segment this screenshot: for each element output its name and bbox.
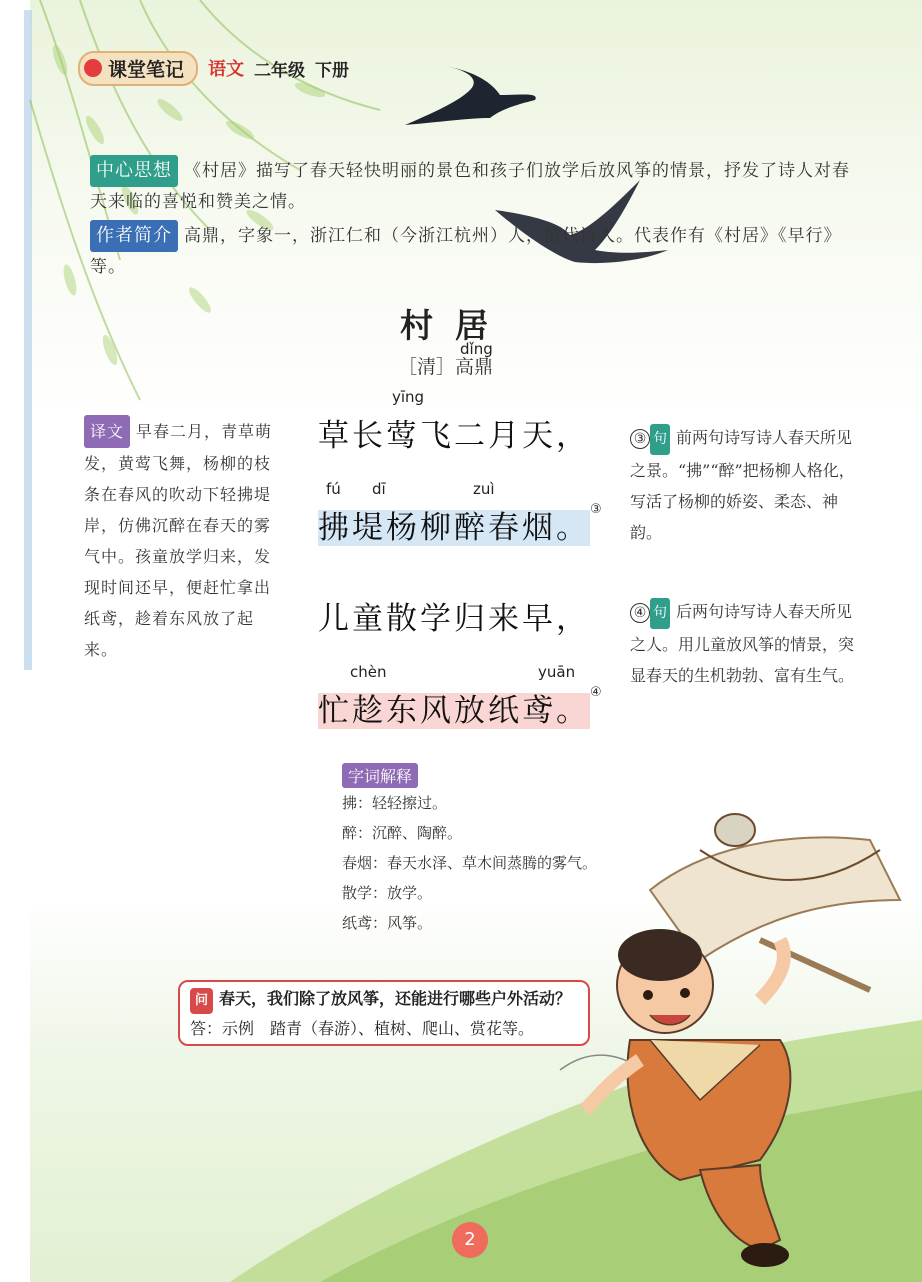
logo-text: 课堂笔记: [108, 58, 185, 81]
poem-title: 村居: [400, 306, 510, 345]
vocab-item: 春烟：春天水泽、草木间蒸腾的雾气。: [342, 854, 598, 872]
vocabulary-tag: 字词解释: [342, 763, 418, 788]
brand-logo: [78, 51, 198, 86]
pinyin-ying: yīng: [392, 388, 425, 406]
note-number-4: ④: [630, 603, 650, 623]
pinyin-yuan: yuān: [538, 663, 576, 681]
poem-line-4-text: 忙趁东风放纸鸢。: [318, 693, 590, 729]
pinyin-zui: zuì: [473, 480, 495, 498]
subject-label: 语文: [208, 59, 245, 80]
translation-block: [84, 415, 280, 665]
note-label-4: 句: [650, 598, 670, 629]
vocab-item: 拂：轻轻擦过。: [342, 794, 448, 812]
theme-tag: 中心思想: [90, 155, 178, 187]
translation-text: 早春二月，青草萌发，黄莺飞舞，杨柳的枝条在春风的吹动下轻拂堤岸，仿佛沉醉在春天的雾气中。孩童放学归来，发现时间还早，便赶忙拿出纸鸢，趁着东风放了起来。: [84, 422, 273, 659]
vocab-item: 散学：放学。: [342, 884, 433, 902]
theme-section: [90, 155, 850, 217]
note-label-3: 句: [650, 424, 670, 455]
note-text-3: 前两句诗写诗人春天所见之景。“拂”“醉”把杨柳人格化，写活了杨柳的娇姿、柔态、神韵。: [630, 428, 855, 542]
author-text: 高鼎，字象一，浙江仁和（今浙江杭州）人，清代诗人。代表作有《村居》《早行》等。: [90, 226, 842, 277]
header: [78, 52, 349, 84]
translation-tag: 译文: [84, 415, 130, 448]
note-number-3: ③: [630, 429, 650, 449]
volume-label: 下册: [315, 60, 350, 81]
note-marker-3: ③: [590, 502, 605, 517]
vocabulary-section: [342, 763, 842, 938]
vocab-item: 纸鸢：风筝。: [342, 914, 433, 932]
question-icon: 问: [190, 988, 213, 1014]
question-box: [178, 980, 590, 1046]
author-section: [90, 220, 850, 282]
grade-label: 二年级: [254, 60, 306, 81]
page-number: 2: [452, 1222, 488, 1258]
poem-line-2: [318, 502, 605, 547]
swallow-1: [405, 65, 536, 125]
answer-text: 答：示例 踏青（春游）、植树、爬山、赏花等。: [190, 1019, 535, 1038]
logo-flower-icon: [84, 59, 102, 77]
note-text-4: 后两句诗写诗人春天所见之人。用儿童放风筝的情景，突显春天的生机勃勃、富有生气。: [630, 602, 855, 685]
poem-line-2-text: 拂堤杨柳醉春烟。: [318, 510, 590, 546]
theme-text: 《村居》描写了春天轻快明丽的景色和孩子们放学后放风筝的情景，抒发了诗人对春天来临的喜悦和赞美之情。: [90, 161, 850, 212]
poem-line-4: [318, 685, 605, 730]
sentence-note-4: [630, 596, 855, 691]
pinyin-chen: chèn: [350, 663, 387, 681]
sentence-note-3: [630, 422, 855, 548]
poem-author: ［清］高鼎: [398, 356, 494, 378]
note-marker-4: ④: [590, 685, 605, 700]
question-line: [190, 986, 578, 1014]
pinyin-di: dī: [372, 480, 386, 498]
poem-line-3: 儿童散学归来早，: [318, 601, 590, 637]
author-tag: 作者简介: [90, 220, 178, 252]
question-text: 春天，我们除了放风筝，还能进行哪些户外活动？: [219, 989, 572, 1008]
pinyin-fu: fú: [326, 480, 341, 498]
vocab-item: 醉：沉醉、陶醉。: [342, 824, 463, 842]
pinyin-ding: dǐng: [460, 340, 493, 358]
poem-line-1: 草长莺飞二月天，: [318, 418, 590, 454]
